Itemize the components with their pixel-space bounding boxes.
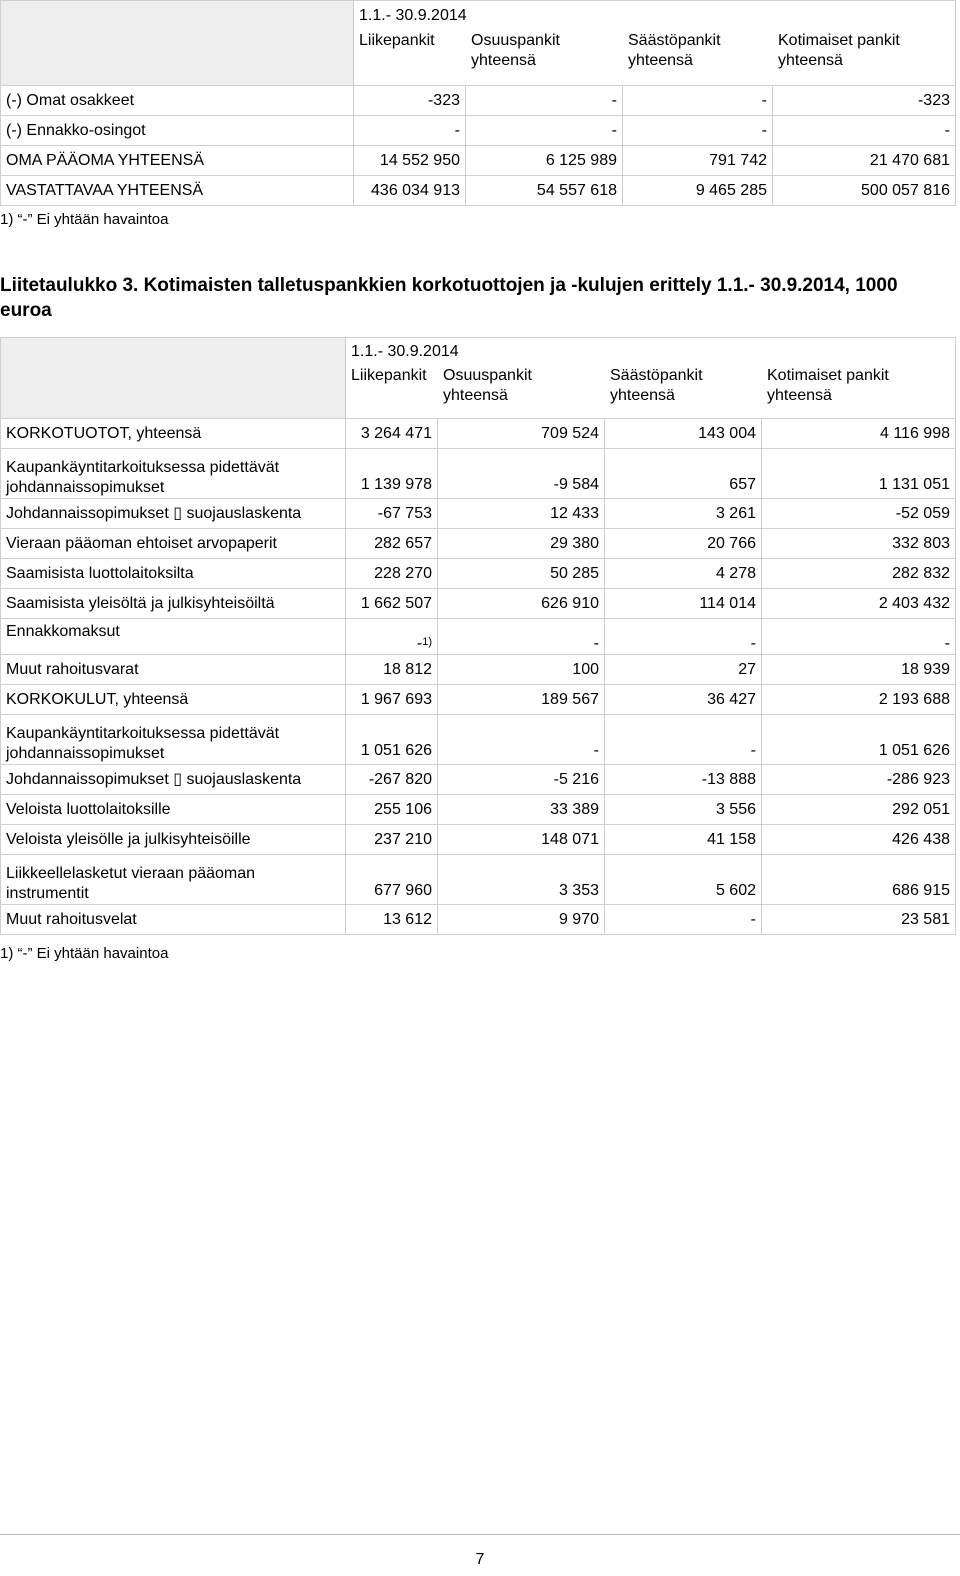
cell-text: 143 004 (698, 424, 756, 442)
cell-text: 282 657 (374, 534, 432, 552)
cell-value: -323 (354, 86, 466, 116)
row-label: KORKOTUOTOT, yhteensä (1, 419, 346, 449)
cell-value: -323 (773, 86, 956, 116)
cell-text: 255 106 (374, 800, 432, 818)
table-row (1, 825, 956, 855)
row-label: Saamisista luottolaitoksilta (1, 559, 346, 589)
cell-value (762, 715, 956, 765)
cell-text: 41 158 (707, 830, 756, 848)
cell-value (605, 499, 762, 529)
cell-value (762, 765, 956, 795)
cell-value: 436 034 913 (354, 176, 466, 206)
cell-text: 686 915 (892, 882, 950, 899)
cell-value: 9 465 285 (623, 176, 773, 206)
cell-text: 1 662 507 (360, 594, 432, 612)
cell-text: 1 051 626 (360, 742, 432, 759)
cell-value (438, 685, 605, 715)
cell-value (605, 715, 762, 765)
row-label: Johdannaissopimukset ▯ suojauslaskenta (1, 499, 346, 529)
cell-value (762, 795, 956, 825)
table-row (1, 619, 956, 655)
cell-value (438, 855, 605, 905)
table-row (1, 655, 956, 685)
table-row (1, 795, 956, 825)
cell-text: 1 967 693 (360, 690, 432, 708)
table2-footnote: 1) “-” Ei yhtään havaintoa (0, 945, 169, 962)
cell-value (762, 619, 956, 655)
cell-value (762, 449, 956, 499)
cell-value (346, 589, 438, 619)
cell-text: - (593, 635, 599, 652)
row-label: Ennakkomaksut (1, 619, 346, 655)
header-period-cell (346, 338, 956, 419)
cell-text: 148 071 (541, 830, 599, 848)
cell-text: 292 051 (892, 800, 950, 818)
cell-text: 33 389 (550, 800, 599, 818)
header-period-cell (354, 1, 956, 86)
cell-value: 54 557 618 (466, 176, 623, 206)
cell-value (605, 449, 762, 499)
column-header: Liikepankit (359, 32, 435, 49)
cell-value (605, 589, 762, 619)
cell-value: 21 470 681 (773, 146, 956, 176)
cell-value (605, 765, 762, 795)
column-header: Kotimaiset pankit yhteensä (778, 32, 900, 69)
row-label: Liikkeellelasketut vieraan pääoman instrumentit (1, 855, 346, 905)
cell-value: - (623, 116, 773, 146)
cell-text: - (593, 742, 599, 759)
table-row (1, 529, 956, 559)
cell-text: 50 285 (550, 564, 599, 582)
table-row (1, 449, 956, 499)
cell-text: 12 433 (550, 504, 599, 522)
cell-text: 27 (738, 660, 756, 678)
table-row (1, 499, 956, 529)
cell-value: - (773, 116, 956, 146)
cell-text: 4 116 998 (880, 424, 950, 442)
cell-text: - (750, 742, 756, 759)
footer-divider (0, 1534, 960, 1535)
cell-text: 13 612 (383, 910, 432, 928)
cell-value (438, 825, 605, 855)
table-header-row (1, 338, 956, 419)
cell-text: 36 427 (707, 690, 756, 708)
row-label: Kaupankäyntitarkoituksessa pidettävät johdannaissopimukset (1, 449, 346, 499)
cell-value (346, 559, 438, 589)
table-row (1, 146, 956, 176)
table-row (1, 685, 956, 715)
cell-text: 18 939 (901, 660, 950, 678)
cell-value (762, 855, 956, 905)
row-label: Saamisista yleisöltä ja julkisyhteisöiltä (1, 589, 346, 619)
table-row (1, 116, 956, 146)
cell-value (438, 589, 605, 619)
interest-table-body (1, 419, 956, 935)
header-corner-cell (1, 1, 354, 86)
cell-text: 5 602 (715, 882, 756, 899)
cell-value (346, 685, 438, 715)
cell-value (762, 655, 956, 685)
row-label: (-) Omat osakkeet (1, 86, 354, 116)
cell-text: 3 261 (715, 504, 756, 522)
cell-value (605, 655, 762, 685)
cell-value: 791 742 (623, 146, 773, 176)
cell-text: 332 803 (892, 534, 950, 552)
cell-value: - (623, 86, 773, 116)
table-row (1, 905, 956, 935)
cell-value (605, 685, 762, 715)
cell-value (605, 905, 762, 935)
cell-text: 237 210 (374, 830, 432, 848)
row-label: Veloista luottolaitoksille (1, 795, 346, 825)
cell-value (762, 685, 956, 715)
cell-text: -13 888 (701, 770, 756, 788)
column-header: Liikepankit (351, 367, 427, 384)
cell-value (762, 529, 956, 559)
table1-footnote: 1) “-” Ei yhtään havaintoa (0, 211, 169, 228)
period-label: 1.1.- 30.9.2014 (359, 7, 467, 24)
cell-value (346, 499, 438, 529)
cell-value (346, 905, 438, 935)
row-label: KORKOKULUT, yhteensä (1, 685, 346, 715)
cell-value: - (354, 116, 466, 146)
cell-text: - (750, 910, 756, 928)
cell-value (346, 825, 438, 855)
cell-value (762, 589, 956, 619)
cell-text: 2 403 432 (878, 594, 950, 612)
cell-text: - (944, 635, 950, 652)
cell-value: - (466, 116, 623, 146)
cell-value (346, 855, 438, 905)
row-label: Veloista yleisölle ja julkisyhteisöille (1, 825, 346, 855)
cell-value (346, 795, 438, 825)
row-label: VASTATTAVAA YHTEENSÄ (1, 176, 354, 206)
cell-text: -267 820 (368, 770, 432, 788)
cell-text: - (416, 635, 423, 652)
cell-text: 189 567 (541, 690, 599, 708)
cell-text: 657 (729, 476, 756, 493)
cell-text: 1 139 978 (360, 476, 432, 493)
cell-value (762, 825, 956, 855)
cell-text: -5 216 (553, 770, 599, 788)
cell-value (438, 419, 605, 449)
cell-text: 228 270 (374, 564, 432, 582)
cell-value (438, 715, 605, 765)
table-row (1, 176, 956, 206)
cell-text: 282 832 (892, 564, 950, 582)
page-number: 7 (475, 1551, 485, 1568)
cell-text: 29 380 (550, 534, 599, 552)
row-label: Muut rahoitusvelat (1, 905, 346, 935)
row-label: OMA PÄÄOMA YHTEENSÄ (1, 146, 354, 176)
cell-value (346, 419, 438, 449)
header-corner-cell (1, 338, 346, 419)
cell-text: 9 970 (558, 910, 599, 928)
cell-text: 1 131 051 (878, 476, 950, 493)
cell-value (346, 619, 438, 655)
cell-text: 3 264 471 (360, 424, 432, 442)
cell-text: 709 524 (541, 424, 599, 442)
cell-value (762, 499, 956, 529)
row-label: Vieraan pääoman ehtoiset arvopaperit (1, 529, 346, 559)
cell-text: 23 581 (901, 910, 950, 928)
row-label: Kaupankäyntitarkoituksessa pidettävät johdannaissopimukset (1, 715, 346, 765)
column-header: Kotimaiset pankit yhteensä (767, 367, 889, 404)
table-row (1, 589, 956, 619)
cell-text: 2 193 688 (878, 690, 950, 708)
cell-text: -52 059 (895, 504, 950, 522)
column-header: Osuuspankit yhteensä (443, 367, 532, 404)
table-row (1, 715, 956, 765)
cell-value (762, 419, 956, 449)
cell-value: 14 552 950 (354, 146, 466, 176)
cell-value (605, 855, 762, 905)
cell-text: 4 278 (715, 564, 756, 582)
cell-value (762, 905, 956, 935)
period-label: 1.1.- 30.9.2014 (351, 343, 459, 360)
cell-text: -9 584 (553, 476, 599, 493)
cell-value (605, 419, 762, 449)
cell-text: 100 (572, 660, 599, 678)
cell-text: 3 353 (558, 882, 599, 899)
cell-text: -67 753 (377, 504, 432, 522)
cell-value (438, 619, 605, 655)
cell-text: -286 923 (886, 770, 950, 788)
cell-value (346, 449, 438, 499)
cell-value (605, 795, 762, 825)
cell-value (438, 499, 605, 529)
table-header-row (1, 1, 956, 86)
cell-text: 426 438 (892, 830, 950, 848)
row-label: (-) Ennakko-osingot (1, 116, 354, 146)
cell-value (605, 619, 762, 655)
cell-text: 1 051 626 (878, 742, 950, 759)
cell-text: 626 910 (541, 594, 599, 612)
table-row (1, 855, 956, 905)
cell-text: 677 960 (374, 882, 432, 899)
cell-value (438, 765, 605, 795)
cell-value (605, 559, 762, 589)
table-row (1, 765, 956, 795)
cell-value (438, 655, 605, 685)
table-row (1, 86, 956, 116)
table-row (1, 559, 956, 589)
cell-value (346, 529, 438, 559)
cell-value (438, 795, 605, 825)
row-label: Muut rahoitusvarat (1, 655, 346, 685)
cell-value (438, 529, 605, 559)
column-header: Osuuspankit yhteensä (471, 32, 560, 69)
row-label: Johdannaissopimukset ▯ suojauslaskenta (1, 765, 346, 795)
balance-table (0, 0, 956, 206)
cell-value (762, 559, 956, 589)
cell-text: 3 556 (715, 800, 756, 818)
cell-value (346, 765, 438, 795)
footnote-marker: 1) (422, 636, 432, 648)
column-header: Säästöpankit yhteensä (610, 367, 703, 404)
cell-text: 114 014 (699, 594, 756, 612)
cell-value (346, 715, 438, 765)
interest-table (0, 337, 956, 935)
cell-text: 20 766 (707, 534, 756, 552)
cell-value (346, 655, 438, 685)
page-title: Liitetaulukko 3. Kotimaisten talletuspankkien korkotuottojen ja -kulujen erittely 1.1.- 30.9.2014, 1000 euroa (0, 275, 898, 321)
cell-value (605, 529, 762, 559)
cell-value: 6 125 989 (466, 146, 623, 176)
cell-value: 500 057 816 (773, 176, 956, 206)
cell-value (438, 559, 605, 589)
cell-value (438, 449, 605, 499)
cell-value (605, 825, 762, 855)
column-header: Säästöpankit yhteensä (628, 32, 721, 69)
cell-value: - (466, 86, 623, 116)
cell-text: - (750, 635, 756, 652)
cell-text: 18 812 (383, 660, 432, 678)
cell-value (438, 905, 605, 935)
table-row (1, 419, 956, 449)
